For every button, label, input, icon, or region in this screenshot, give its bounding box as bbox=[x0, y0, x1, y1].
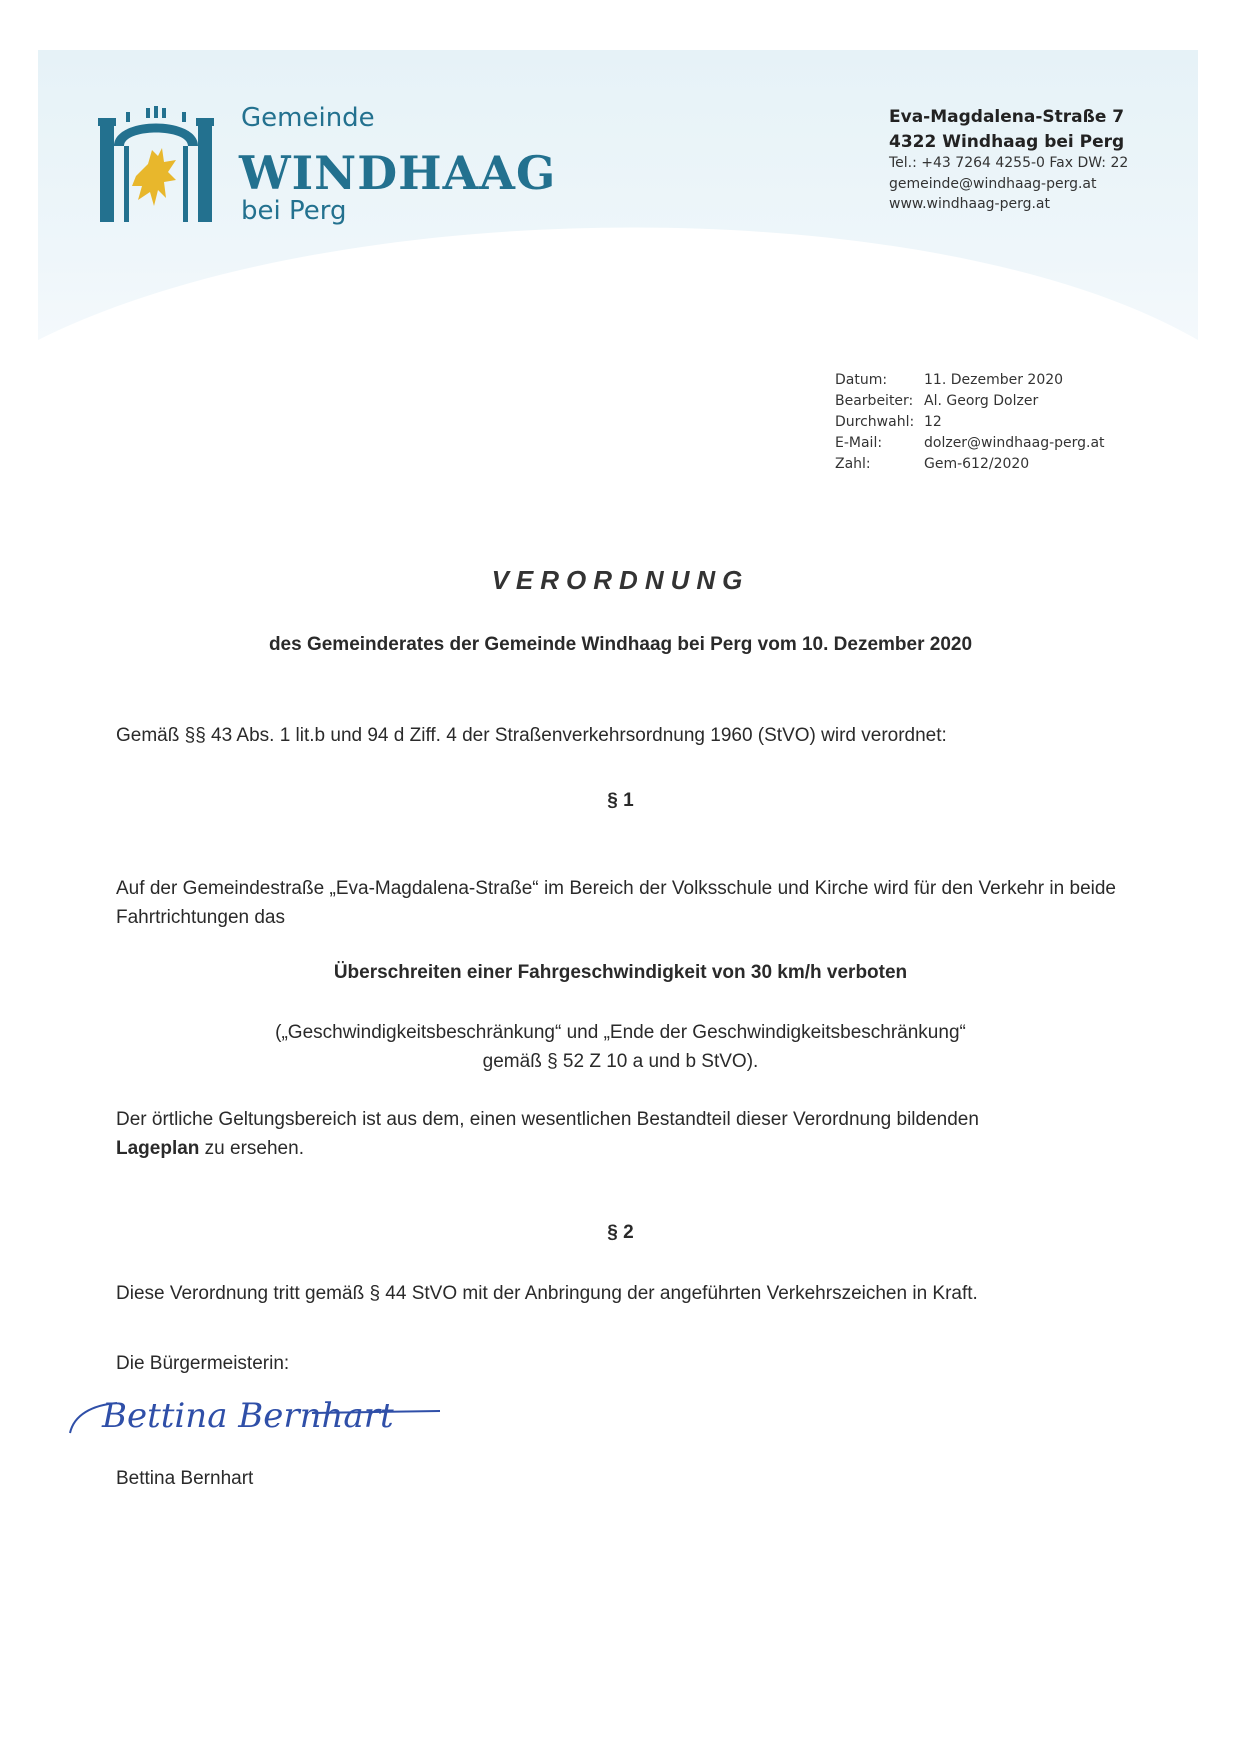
address-phone: Tel.: +43 7264 4255-0 Fax DW: 22 bbox=[889, 155, 1129, 171]
section-1-signs-line-1: („Geschwindigkeitsbeschränkung“ und „Ende der Geschwindigkeitsbeschränkung“ bbox=[275, 1022, 966, 1043]
section-1-text: Auf der Gemeindestraße „Eva-Magdalena-Straße“ im Bereich der Volksschule und Kirche wird für den Verkehr in beide Fahrtrichtungen das bbox=[116, 878, 1116, 928]
address-email[interactable]: gemeinde@windhaag-perg.at bbox=[889, 176, 1097, 192]
meta-row-reference bbox=[835, 456, 1105, 477]
signature bbox=[62, 1375, 442, 1450]
signer-role: Die Bürgermeisterin: bbox=[116, 1353, 290, 1374]
meta-value: 12 bbox=[924, 414, 942, 430]
section-2-heading: § 2 bbox=[607, 1222, 634, 1243]
scope-lageplan: Lageplan bbox=[116, 1138, 200, 1159]
signature-text: Bettina Bernhart bbox=[102, 1396, 394, 1436]
intro-paragraph: Gemäß §§ 43 Abs. 1 lit.b und 94 d Ziff. 4 der Straßenverkehrsordnung 1960 (StVO) wird verordnet: bbox=[116, 725, 947, 746]
meta-block bbox=[835, 372, 1105, 477]
scope-text-end: zu ersehen. bbox=[199, 1138, 304, 1159]
meta-row-extension bbox=[835, 414, 1105, 435]
brand-name: WINDHAAG bbox=[239, 146, 557, 200]
address-street: Eva-Magdalena-Straße 7 bbox=[889, 107, 1125, 127]
brand-line-3: bei Perg bbox=[241, 196, 347, 226]
brand-line-1: Gemeinde bbox=[241, 103, 375, 133]
meta-value: Al. Georg Dolzer bbox=[924, 393, 1039, 409]
section-2-text: Diese Verordnung tritt gemäß § 44 StVO mit der Anbringung der angeführten Verkehrszeichen in Kraft. bbox=[116, 1283, 978, 1304]
section-1-signs-line-2: gemäß § 52 Z 10 a und b StVO). bbox=[482, 1051, 759, 1072]
address-web[interactable]: www.windhaag-perg.at bbox=[889, 196, 1050, 212]
meta-value[interactable]: dolzer@windhaag-perg.at bbox=[924, 435, 1105, 451]
meta-label: Bearbeiter: bbox=[835, 393, 914, 409]
section-1-bold-rule: Überschreiten einer Fahrgeschwindigkeit von 30 km/h verboten bbox=[333, 962, 908, 983]
meta-label: E-Mail: bbox=[835, 435, 883, 451]
meta-row-email bbox=[835, 435, 1105, 456]
signer-name: Bettina Bernhart bbox=[116, 1468, 254, 1489]
meta-label: Zahl: bbox=[835, 456, 871, 472]
meta-value: 11. Dezember 2020 bbox=[924, 372, 1064, 388]
document-title: VERORDNUNG bbox=[491, 565, 750, 595]
address-city: 4322 Windhaag bei Perg bbox=[889, 132, 1125, 152]
meta-value: Gem-612/2020 bbox=[924, 456, 1030, 472]
meta-row-editor bbox=[835, 393, 1105, 414]
meta-label: Datum: bbox=[835, 372, 888, 388]
meta-row-date bbox=[835, 372, 1105, 393]
section-1-scope bbox=[116, 1105, 1116, 1163]
griffin-coat-of-arms-icon bbox=[96, 106, 216, 226]
section-1-heading: § 1 bbox=[607, 790, 634, 811]
meta-label: Durchwahl: bbox=[835, 414, 915, 430]
scope-text: Der örtliche Geltungsbereich ist aus dem, einen wesentlichen Bestandteil dieser Verordnung bildenden bbox=[116, 1109, 979, 1130]
document-subtitle: des Gemeinderates der Gemeinde Windhaag bei Perg vom 10. Dezember 2020 bbox=[268, 634, 973, 655]
